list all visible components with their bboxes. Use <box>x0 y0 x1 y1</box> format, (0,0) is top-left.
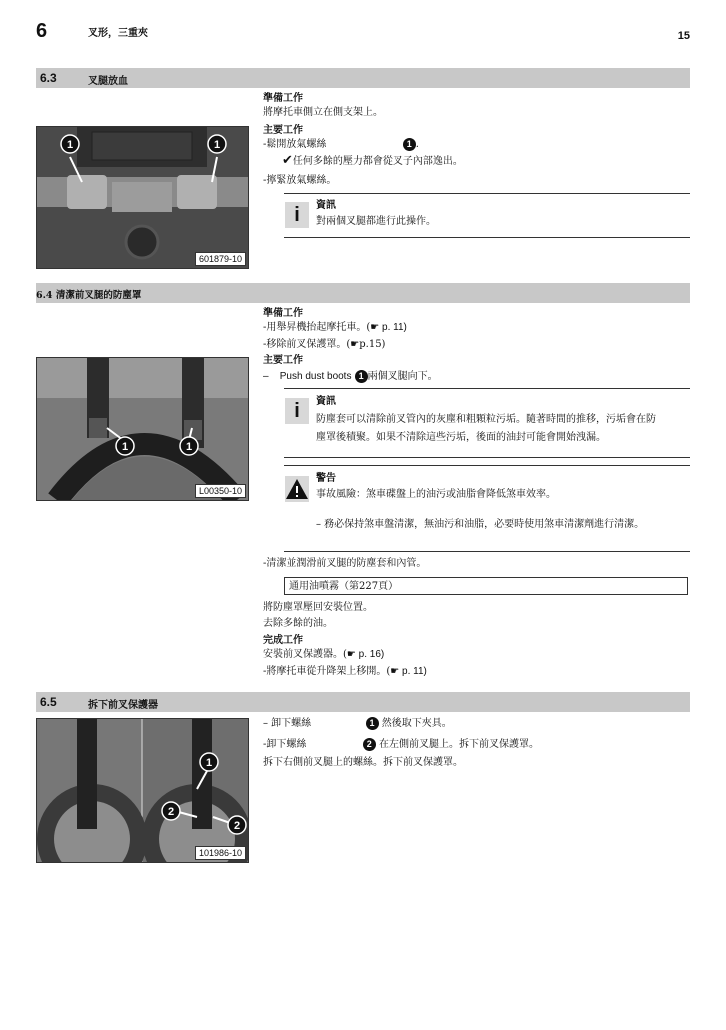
warning-heading: 警告 <box>316 473 336 484</box>
step-text: -鬆開放氣螺絲 <box>263 139 327 150</box>
divider <box>284 388 690 389</box>
main-heading: 主要工作 <box>263 125 303 136</box>
section-number: 6.3 <box>40 71 57 85</box>
svg-text:1: 1 <box>213 139 221 151</box>
warning-text: 事故風險：煞車碟盤上的油污或油脂會降低煞車效率。 <box>316 489 556 500</box>
section-title: 拆下前叉保護器 <box>88 700 158 711</box>
check-text: 任何多餘的壓力都會從叉子內部逸出。 <box>292 156 463 167</box>
step-text: -卸下螺絲 <box>263 739 307 750</box>
step-text: -用舉昇機抬起摩托車。( <box>263 322 371 333</box>
main-step-tighten: -擰緊放氣螺絲。 <box>263 175 337 186</box>
divider <box>284 193 690 194</box>
svg-text:1: 1 <box>121 441 129 453</box>
step-clean: -清潔並潤滑前叉腿的防塵套和內管。 <box>263 558 427 569</box>
main-heading: 主要工作 <box>263 355 303 366</box>
done-step-remove-stand <box>263 665 427 679</box>
photo-handlebar-clamps <box>36 126 249 269</box>
section-6-4-header <box>36 283 690 303</box>
callout-badge: 2 <box>363 738 376 751</box>
info-text-1: 防塵套可以清除前叉管內的灰塵和粗顆粒污垢。隨著時間的推移，污垢會在防 <box>316 414 656 425</box>
info-heading: 資訊 <box>316 200 336 211</box>
prep-heading: 準備工作 <box>263 308 303 319</box>
prep-step: 將摩托車側立在側支架上。 <box>263 107 383 118</box>
callout-badge: 1 <box>403 138 416 151</box>
page-number: 15 <box>677 30 690 42</box>
consumable-box: 通用油噴霧（第227頁） <box>284 577 688 595</box>
step-press-back: 將防塵罩壓回安裝位置。 <box>263 602 373 613</box>
step-text: 安裝前叉保護器。( <box>263 649 347 660</box>
warning-bullet: – 務必保持煞車盤清潔，無油污和油脂，必要時使用煞車清潔劑進行清潔。 <box>316 519 645 530</box>
page-ref: ☛ p. 11) <box>390 666 427 677</box>
photo-fork-protector <box>36 718 249 863</box>
warning-icon <box>285 476 309 502</box>
chapter-number: 6 <box>36 20 48 42</box>
section-6-3-header <box>36 68 690 88</box>
callout-badge: 1 <box>355 370 368 383</box>
info-icon: i <box>285 398 309 424</box>
figure-code: 601879-10 <box>195 252 246 266</box>
svg-text:1: 1 <box>205 757 213 769</box>
divider <box>284 457 690 458</box>
step-text-en: Push dust boots <box>279 371 352 382</box>
step-text-cn: 兩個叉腿向下。 <box>367 371 438 382</box>
dash: – <box>263 371 269 382</box>
prep-heading: 準備工作 <box>263 93 303 104</box>
page-ref: ☛ p. 16) <box>346 649 385 660</box>
done-heading: 完成工作 <box>263 635 303 646</box>
prep-step-lift <box>263 321 407 335</box>
step-remove-screw-1 <box>263 717 452 731</box>
page-ref: ☛p.15) <box>350 339 386 350</box>
checkmark-icon: ✔ <box>282 153 293 168</box>
info-text-2: 塵罩後積聚。如果不清除這些污垢，後面的油封可能會開始洩漏。 <box>316 432 606 443</box>
info-icon: i <box>285 202 309 228</box>
page-ref: ☛ p. 11) <box>370 322 407 333</box>
figure-code: L00350-10 <box>195 484 246 498</box>
info-text: 對兩個叉腿都進行此操作。 <box>316 216 436 227</box>
info-heading: 資訊 <box>316 396 336 407</box>
callout-badge: 1 <box>366 717 379 730</box>
figure-code: 101986-10 <box>195 846 246 860</box>
divider <box>284 465 690 466</box>
chapter-title: 叉形，三重夾 <box>88 28 148 39</box>
divider <box>284 237 690 238</box>
check-result <box>282 154 463 169</box>
svg-text:2: 2 <box>233 820 241 832</box>
divider <box>284 551 690 552</box>
svg-text:1: 1 <box>66 139 74 151</box>
done-step-install <box>263 648 384 662</box>
svg-text:2: 2 <box>167 806 175 818</box>
photo-fork-dust-boots <box>36 357 249 501</box>
main-step-push <box>263 370 438 384</box>
main-step-loosen <box>263 138 419 152</box>
step-remove-screw-2 <box>263 738 539 752</box>
step-text: -將摩托車從升降架上移開。( <box>263 666 391 677</box>
step-remove-right: 拆下右側前叉腿上的螺絲。拆下前叉保護罩。 <box>263 757 463 768</box>
step-remove-oil: 去除多餘的油。 <box>263 618 333 629</box>
step-text: -移除前叉保護罩。( <box>263 339 351 350</box>
prep-step-remove <box>263 338 385 352</box>
section-6-5-header <box>36 692 690 712</box>
svg-text:1: 1 <box>185 441 193 453</box>
section-title: 叉腿放血 <box>88 76 128 87</box>
section-number: 6.5 <box>40 695 57 709</box>
step-text-end: 在左側前叉腿上。拆下前叉保護罩。 <box>378 739 539 750</box>
step-text: – 卸下螺絲 <box>263 718 312 729</box>
step-end: . <box>415 139 419 150</box>
step-text-end: 然後取下夾具。 <box>381 718 452 729</box>
section-title: 6.4 清潔前叉腿的防塵罩 <box>36 290 142 301</box>
